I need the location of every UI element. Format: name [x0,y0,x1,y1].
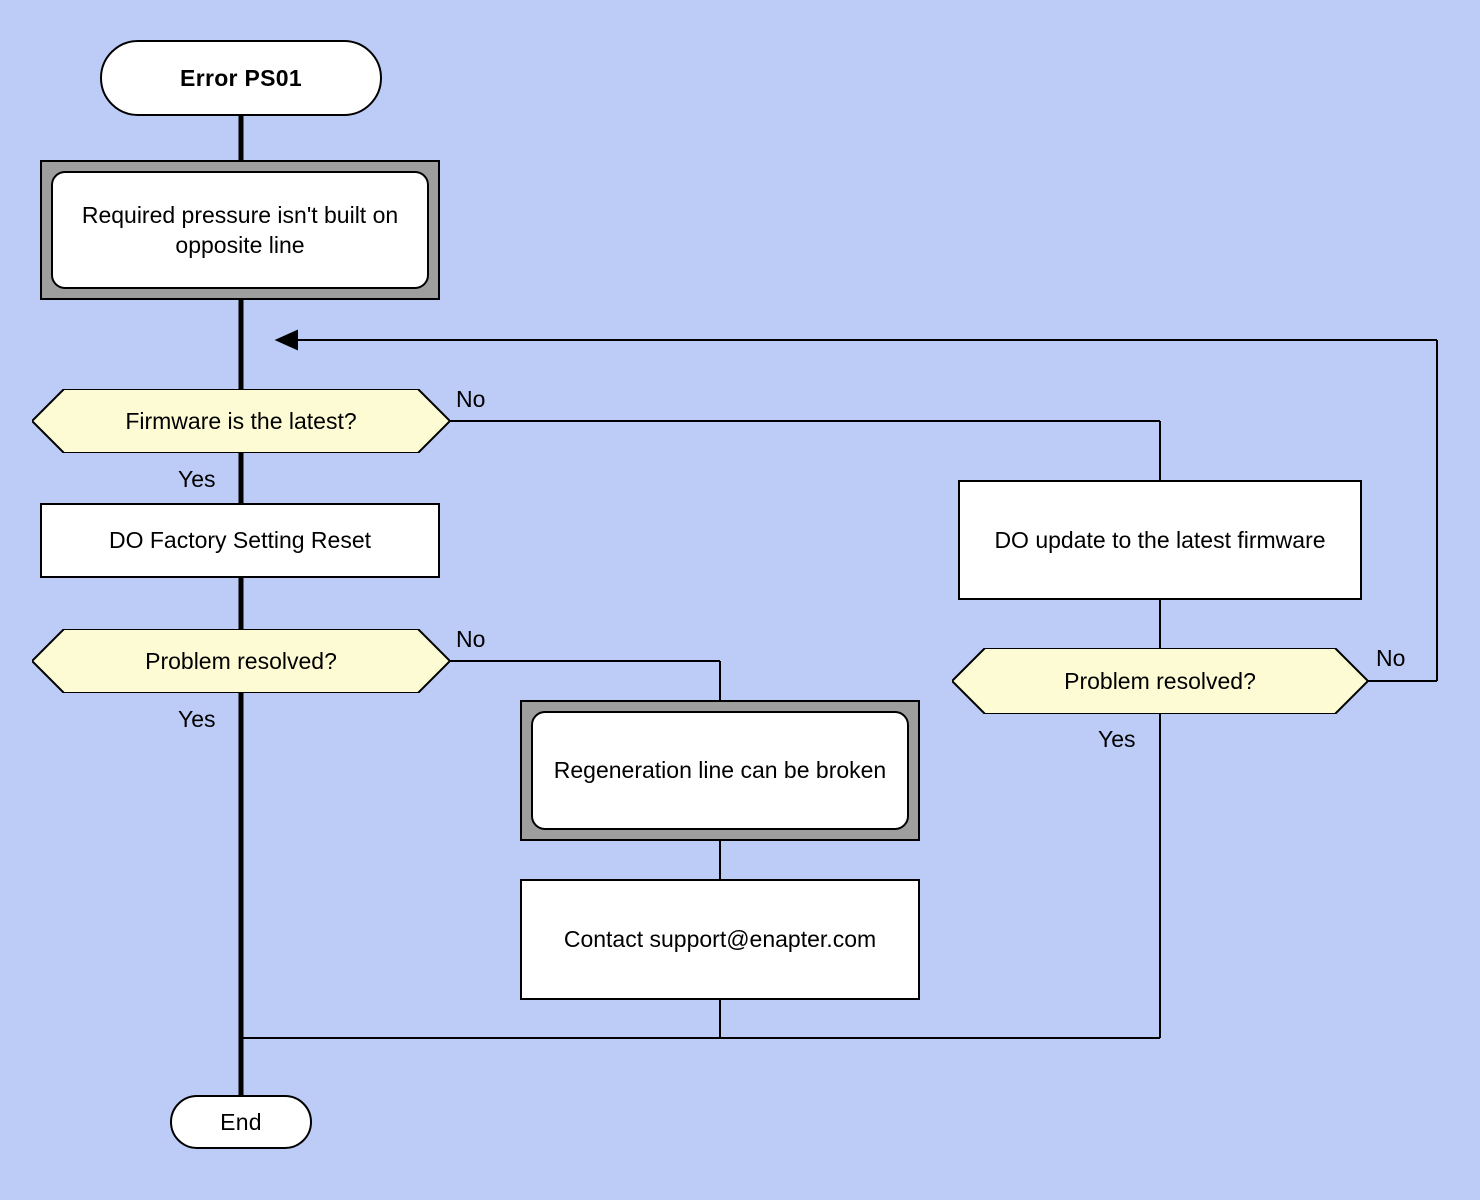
node-symptom [40,160,440,300]
node-factory-reset [40,503,440,578]
edge-label-resolved1-no: No [456,626,486,652]
edge-label-firmware-yes: Yes [178,466,216,492]
node-end-label: End [220,1108,262,1135]
node-start-label: Error PS01 [180,64,302,91]
node-regeneration-note [520,700,920,841]
node-problem-resolved-1-label: Problem resolved? [145,647,337,674]
node-problem-resolved-2 [952,648,1368,714]
edge-label-resolved1-yes: Yes [178,706,216,732]
node-symptom-label: Required pressure isn't built on opposite line [81,201,399,258]
node-factory-reset-label: DO Factory Setting Reset [108,527,372,554]
node-firmware-check [32,389,450,453]
node-update-firmware-label: DO update to the latest firmware [994,526,1326,553]
node-problem-resolved-1 [32,629,450,693]
node-problem-resolved-2-label: Problem resolved? [1064,667,1256,694]
node-firmware-check-label: Firmware is the latest? [125,407,357,434]
node-contact-support [520,879,920,1000]
edge-label-resolved2-no: No [1376,645,1406,671]
node-contact-support-label: Contact support@enapter.com [563,926,877,953]
node-update-firmware [958,480,1362,600]
node-end [170,1095,312,1149]
node-regeneration-note-label: Regeneration line can be broken [553,757,887,784]
edge-label-firmware-no: No [456,386,486,412]
node-symptom-inner [51,171,429,289]
edge-label-resolved2-yes: Yes [1098,726,1136,752]
node-start [100,40,382,116]
node-regeneration-note-inner [531,711,909,830]
